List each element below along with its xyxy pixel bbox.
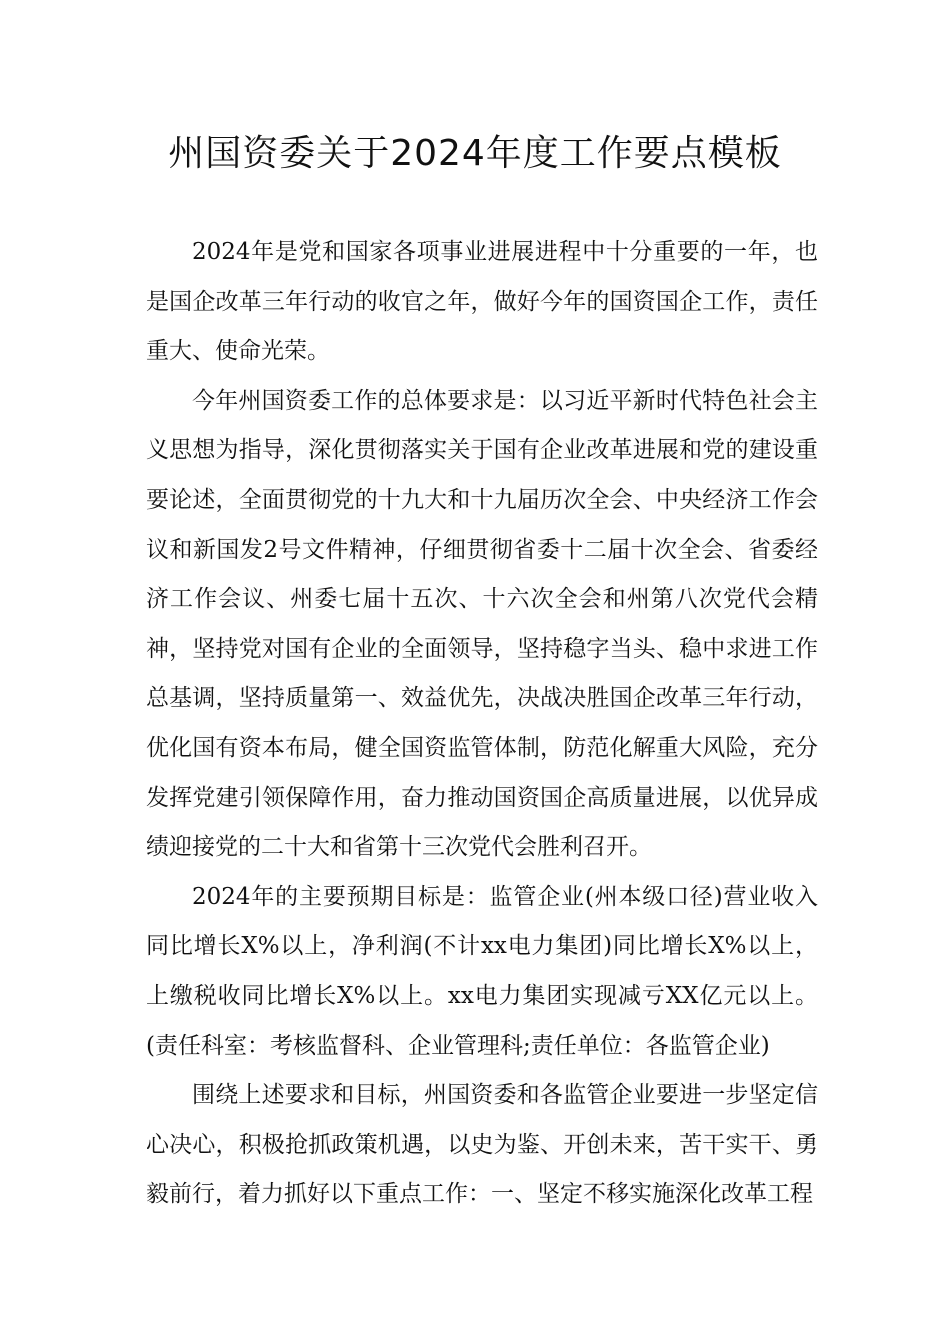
paragraph-expected-targets: 2024年的主要预期目标是：监管企业(州本级口径)营业收入同比增长X%以上，净利润(不计xx电力集团)同比增长X%以上，上缴税收同比增长X%以上。xx电力集团实现减亏XX亿元以上。(责任科室：考核监督科、企业管理科;责任单位：各监管企业) (146, 883, 818, 1059)
paragraph-key-tasks: 围绕上述要求和目标，州国资委和各监管企业要进一步坚定信心决心，积极抢抓政策机遇，以史为鉴、开创未来，苦干实干、勇毅前行，着力抓好以下重点工作：一、坚定不移实施深化改革工程 (146, 1082, 818, 1208)
paragraph-intro: 2024年是党和国家各项事业进展进程中十分重要的一年，也是国企改革三年行动的收官之年，做好今年的国资国企工作，责任重大、使命光荣。 (146, 239, 818, 365)
document-title: 州国资委关于2024年度工作要点模板 (168, 133, 782, 174)
document-body (146, 228, 818, 1220)
paragraph-overall-requirements: 今年州国资委工作的总体要求是：以习近平新时代特色社会主义思想为指导，深化贯彻落实关于国有企业改革进展和党的建设重要论述，全面贯彻党的十九大和十九届历次全会、中央经济工作会议和新国发2号文件精神，仔细贯彻省委十二届十次全会、省委经济工作会议、州委七届十五次、十六次全会和州第八次党代会精神，坚持党对国有企业的全面领导，坚持稳字当头、稳中求进工作总基调，坚持质量第一、效益优先，决战决胜国企改革三年行动，优化国有资本布局，健全国资监管体制，防范化解重大风险，充分发挥党建引领保障作用，奋力推动国资国企高质量进展，以优异成绩迎接党的二十大和省第十三次党代会胜利召开。 (146, 387, 818, 861)
